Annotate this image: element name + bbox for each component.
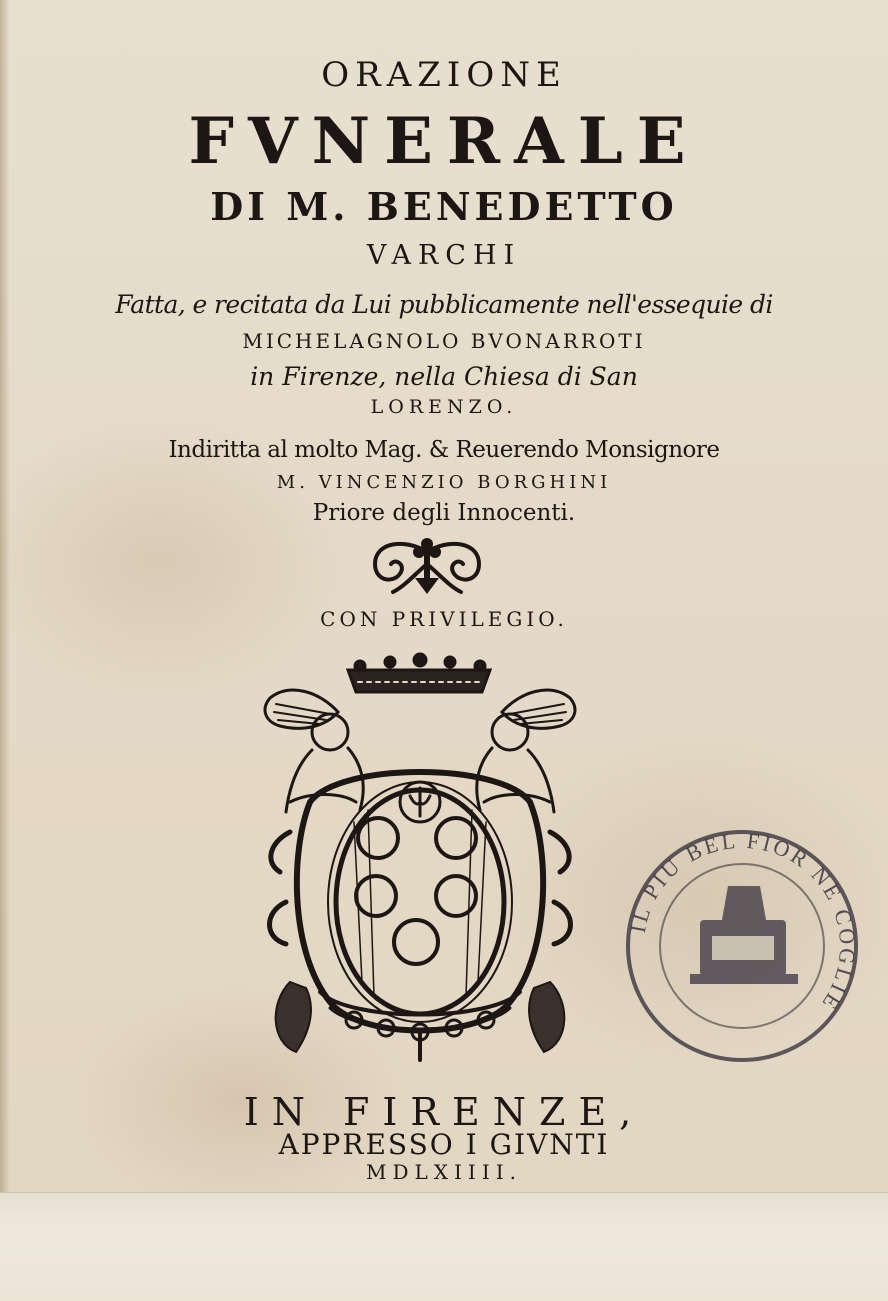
title-line-orazione: ORAZIONE <box>321 55 567 95</box>
stamp-text: IL PIU BEL FIOR NE COGLIE <box>624 827 861 1017</box>
subtitle-italic-2: in Firenze, nella Chiesa di San <box>250 362 638 391</box>
privilege-line: CON PRIVILEGIO. <box>320 607 568 631</box>
medici-coat-of-arms-icon <box>250 652 590 1064</box>
author-surname: VARCHI <box>366 240 522 271</box>
title-line-funerale: FVNERALE <box>188 104 700 179</box>
lower-page-margin <box>0 1192 888 1301</box>
dedication-line: Indiritta al molto Mag. & Reuerendo Monsignore <box>168 437 720 463</box>
fleuron-ornament-icon <box>365 534 489 598</box>
imprint-year: MDLXIIII. <box>366 1160 522 1184</box>
imprint-city: IN FIRENZE, <box>243 1090 645 1134</box>
subtitle-italic-1: Fatta, e recitata da Lui pubblicamente nell'essequie di <box>115 290 773 319</box>
author-line: DI M. BENEDETTO <box>210 184 678 229</box>
imprint-printer: APPRESSO I GIVNTI <box>278 1128 610 1161</box>
subject-name: MICHELAGNOLO BVONARROTI <box>242 329 646 353</box>
dedicatee-name: M. VINCENZIO BORGHINI <box>276 472 612 493</box>
church-name: LORENZO. <box>370 396 518 418</box>
dedicatee-title: Priore degli Innocenti. <box>312 500 576 526</box>
library-stamp-icon <box>620 824 864 1068</box>
